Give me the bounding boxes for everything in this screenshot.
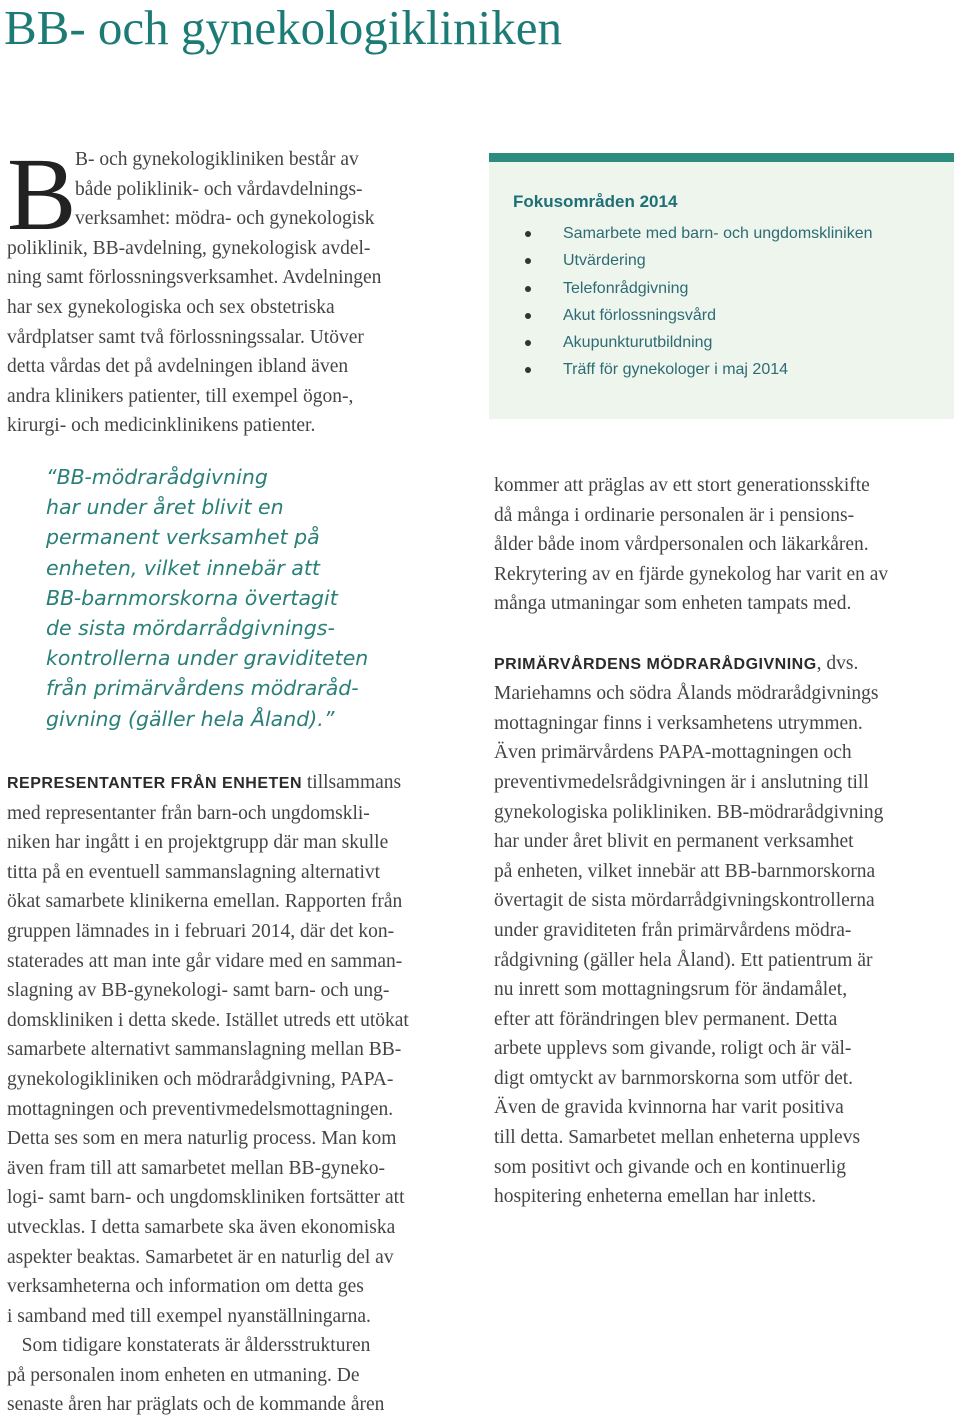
section-heading-representatives: REPRESENTANTER FRÅN ENHETEN: [7, 775, 302, 792]
body-line: då många i ordinarie personalen är i pensions-: [494, 504, 855, 526]
body-line: hospitering enheterna emellan har inletts.: [494, 1186, 817, 1208]
bullet-icon: [525, 258, 531, 264]
body-line: har under året blivit en permanent verksamhet: [494, 831, 854, 853]
focus-item: Akupunkturutbildning: [525, 329, 873, 356]
body-line: efter att förändringen blev permanent. Detta: [494, 1008, 838, 1030]
quote-line: de sista mördarrådgivnings-: [46, 616, 335, 641]
body-line: i samband med till exempel nyanställningarna.: [7, 1305, 371, 1327]
quote-line: enheten, vilket innebär att: [46, 555, 320, 580]
intro-line: verksamhet: mödra- och gynekologisk: [75, 208, 375, 230]
quote-line: kontrollerna under graviditeten: [46, 646, 369, 671]
body-line: kommer att präglas av ett stort generationsskifte: [494, 475, 870, 496]
quote-line: permanent verksamhet på: [46, 525, 320, 550]
body-line: ökat samarbete klinikerna emellan. Rapporten från: [7, 891, 403, 913]
quote-line: BB-barnmorskorna övertagit: [46, 585, 338, 610]
body-line: på personalen inom enheten en utmaning. De: [7, 1364, 360, 1386]
focus-areas-list: [525, 220, 873, 384]
body-line: Rekrytering av en fjärde gynekolog har varit en av: [494, 563, 889, 585]
body-line: slagning av BB-gynekologi- samt barn- och ung-: [7, 980, 390, 1002]
intro-line: både poliklinik- och vårdavdelnings-: [75, 178, 363, 200]
intro-line: ning samt förlossningsverksamhet. Avdelningen: [7, 267, 382, 289]
body-line: Även de gravida kvinnorna har varit positiva: [494, 1097, 844, 1119]
body-line: rådgivning (gäller hela Åland). Ett patientrum är: [494, 949, 873, 971]
body-line: övertagit de sista mördarrådgivningskontrollerna: [494, 890, 875, 912]
intro-line: detta vårdas det på avdelningen ibland även: [7, 356, 349, 378]
body-line: mottagningar finns i verksamhetens utrymmen.: [494, 712, 863, 734]
right-body-text: [494, 471, 954, 1212]
body-line: samarbete alternativt sammanslagning mellan BB-: [7, 1039, 402, 1061]
section-heading-primary-care: PRIMÄRVÅRDENS MÖDRARÅDGIVNING: [494, 655, 817, 673]
bullet-icon: [525, 367, 531, 373]
paragraph-gap: [494, 619, 954, 649]
page-title: BB- och gynekologikliniken: [4, 0, 562, 55]
body-line: domskliniken i detta skede. Istället utreds ett utökat: [7, 1009, 409, 1031]
body-line: som positivt och givande och en kontinuerlig: [494, 1156, 847, 1178]
body-line: REPRESENTANTER FRÅN ENHETEN tillsammans: [7, 772, 402, 793]
intro-line: B- och gynekologikliniken består av: [75, 149, 359, 170]
body-line: titta på en eventuell sammanslagning alternativt: [7, 861, 381, 883]
body-line: nu inrett som mottagningsrum för ändamålet,: [494, 979, 848, 1001]
body-line: gruppen lämnades in i februari 2014, där det kon-: [7, 920, 395, 942]
intro-section: [7, 137, 477, 445]
body-line: digt omtyckt av barnmorskorna som utför det.: [494, 1067, 854, 1089]
body-line: mottagningen och preventivmedelsmottagningen.: [7, 1098, 394, 1120]
focus-item: Samarbete med barn- och ungdomskliniken: [525, 220, 873, 247]
pull-quote: [46, 462, 476, 734]
body-line: på enheten, vilket innebär att BB-barnmorskorna: [494, 860, 876, 882]
intro-line: vårdplatser samt två förlossningssalar. Utöver: [7, 326, 364, 348]
quote-line: “BB-mödrarådgivning: [46, 465, 268, 489]
quote-line: givning (gäller hela Åland).”: [46, 706, 335, 731]
intro-line: kirurgi- och medicinklinikens patienter.: [7, 415, 316, 437]
body-line: staterades att man inte går vidare med en samman-: [7, 950, 403, 972]
body-line: utvecklas. I detta samarbete ska även ekonomiska: [7, 1216, 396, 1238]
body-line: PRIMÄRVÅRDENS MÖDRARÅDGIVNING, dvs.: [494, 652, 859, 674]
body-line: Som tidigare konstaterats är åldersstrukturen: [7, 1335, 371, 1357]
intro-line: poliklinik, BB-avdelning, gynekologisk avdel-: [7, 237, 371, 259]
body-line: logi- samt barn- och ungdomskliniken fortsätter att: [7, 1187, 405, 1209]
body-line: gynekologikliniken och mödrarådgivning, PAPA-: [7, 1068, 394, 1090]
body-line: till detta. Samarbetet mellan enheterna upplevs: [494, 1127, 861, 1149]
body-line: arbete upplevs som givande, roligt och är väl-: [494, 1038, 852, 1060]
intro-paragraph: [7, 137, 477, 441]
body-line: Mariehamns och södra Ålands mödrarådgivnings: [494, 683, 879, 705]
body-line: niken har ingått i en projektgrupp där man skulle: [7, 832, 389, 854]
body-line: aspekter beaktas. Samarbetet är en naturlig del av: [7, 1246, 394, 1268]
quote-line: från primärvårdens mödraråd-: [46, 676, 359, 701]
focus-item: Telefonrådgivning: [525, 275, 873, 302]
body-line: ålder både inom vårdpersonalen och läkarkåren.: [494, 534, 869, 556]
focus-item: Träff för gynekologer i maj 2014: [525, 356, 873, 383]
body-line: gynekologiska polikliniken. BB-mödrarådgivning: [494, 801, 884, 823]
focus-areas-box: [489, 153, 954, 419]
body-line: verksamheterna och information om detta ges: [7, 1276, 364, 1298]
bullet-icon: [525, 231, 531, 237]
body-line: Detta ses som en mera naturlig process. Man kom: [7, 1128, 397, 1150]
body-line: under graviditeten från primärvårdens mödra-: [494, 919, 852, 941]
focus-item: Utvärdering: [525, 247, 873, 274]
body-line: många utmaningar som enheten tampats med.: [494, 593, 852, 615]
bullet-icon: [525, 313, 531, 319]
bullet-icon: [525, 286, 531, 292]
intro-line: andra klinikers patienter, till exempel ögon-,: [7, 385, 354, 407]
drop-cap: B: [7, 137, 77, 252]
intro-line: har sex gynekologiska och sex obstetriska: [7, 296, 335, 318]
body-line: även fram till att samarbetet mellan BB-gyneko-: [7, 1157, 385, 1179]
focus-areas-title: Fokusområden 2014: [513, 192, 678, 211]
quote-line: har under året blivit en: [46, 495, 284, 520]
body-line: preventivmedelsrådgivningen är i anslutning till: [494, 771, 869, 793]
body-line: senaste åren har präglats och de kommande åren: [7, 1394, 385, 1416]
body-line: med representanter från barn-och ungdomskli-: [7, 802, 370, 824]
focus-item: Akut förlossningsvård: [525, 302, 873, 329]
body-line: Även primärvårdens PAPA-mottagningen och: [494, 742, 852, 764]
bullet-icon: [525, 340, 531, 346]
left-body-text: [7, 768, 477, 1420]
